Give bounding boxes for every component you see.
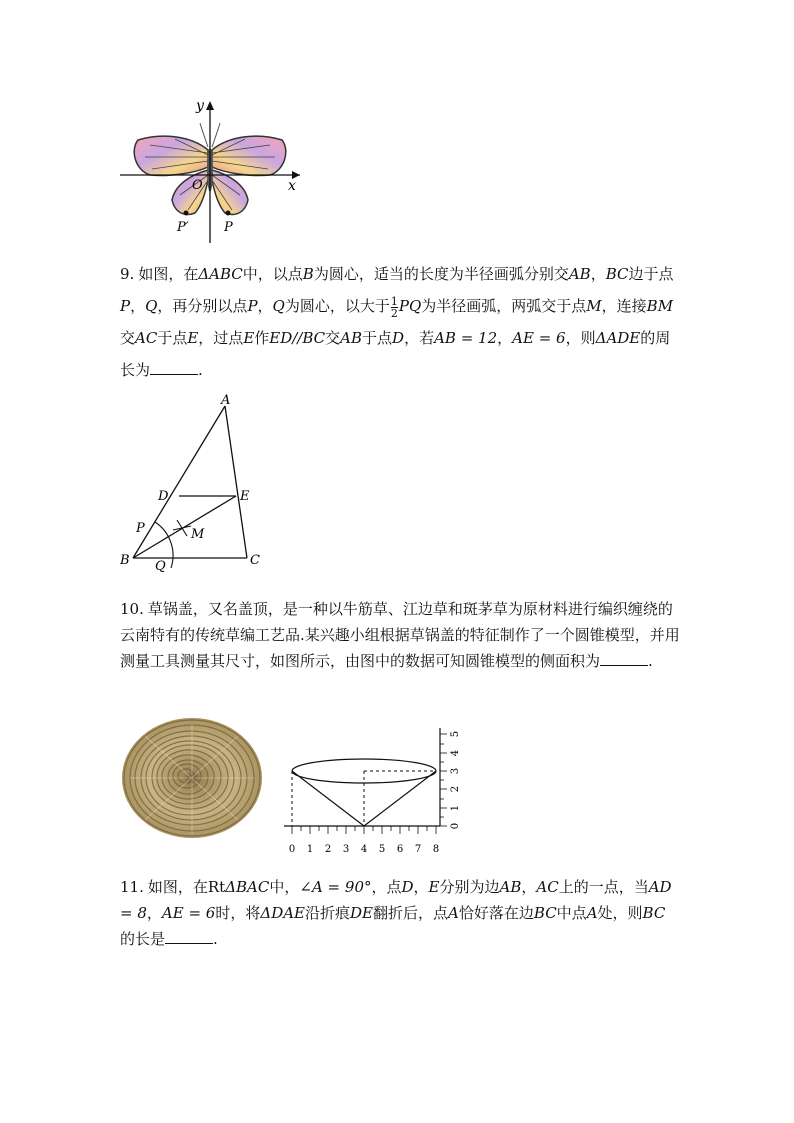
question-number: 11.	[120, 878, 144, 896]
question-9: 9. 如图，在ΔABC中，以点B为圆心，适当的长度为半径画弧分别交AB，BC边于点P，Q，再分别以点P，Q为圆心，以大于 $\frac{1}{2}$ PQ为半径画弧，两弧交于点M，连接BM交AC于点E，过点E作ED//BC交AB于点D，若AB = 12，AE = 6，则ΔADE的周长为 .	[120, 265, 674, 379]
x-tick-label: 6	[396, 844, 404, 855]
point-p-prime-label: P′	[177, 220, 189, 235]
question-number: 9.	[120, 265, 135, 283]
vertex-c-label: C	[250, 553, 260, 568]
question-number: 10.	[120, 600, 144, 618]
x-tick-label: 2	[324, 844, 332, 855]
fraction-half: $\frac{1}{2}$	[390, 294, 398, 320]
x-tick-label: 7	[414, 844, 422, 855]
vertex-a-label: A	[221, 393, 231, 408]
x-tick-label: 1	[306, 844, 314, 855]
point-e-label: E	[240, 489, 250, 504]
cone-diagram	[280, 726, 470, 858]
question-10: 10. 草锅盖，又名盖顶，是一种以牛筋草、江边草和斑茅草为原材料进行编织缠绕的云南特有的传统草编工艺品.某兴趣小组根据草锅盖的特征制作了一个圆锥模型，并用测量工具测量其尺寸，如图所示，由图中的数据可知圆锥模型的侧面积为 .	[120, 600, 680, 670]
triangle-figure	[115, 392, 275, 574]
y-tick-label: 0	[450, 822, 461, 830]
point-q-label: Q	[155, 559, 166, 574]
y-tick-label: 3	[450, 767, 461, 775]
answer-blank[interactable]	[600, 651, 648, 666]
x-tick-label: 4	[360, 844, 368, 855]
woven-lid-photo	[120, 716, 265, 841]
point-p-label: P	[136, 521, 145, 536]
question-11: 11. 如图，在RtΔBAC中，∠A = 90°，点D，E分别为边AB，AC上的一点，当AD = 8，AE = 6时，将ΔDAE沿折痕DE翻折后，点A恰好落在边BC中点A处，则BC的长是 .	[120, 878, 672, 948]
y-axis-label: y	[196, 98, 204, 114]
x-tick-label: 8	[432, 844, 440, 855]
origin-label: O	[192, 178, 203, 193]
y-tick-label: 5	[450, 730, 461, 738]
x-tick-label: 5	[378, 844, 386, 855]
x-tick-label: 3	[342, 844, 350, 855]
answer-blank[interactable]	[150, 360, 198, 375]
x-axis-label: x	[288, 178, 296, 194]
y-tick-label: 4	[450, 749, 461, 757]
x-tick-label: 0	[288, 844, 296, 855]
left-forewing	[134, 136, 208, 175]
vertex-b-label: B	[120, 553, 130, 568]
right-hindwing	[212, 170, 248, 214]
y-tick-label: 1	[450, 804, 461, 812]
answer-blank[interactable]	[165, 929, 213, 944]
point-d-label: D	[158, 489, 169, 504]
right-forewing	[212, 136, 286, 175]
y-tick-label: 2	[450, 785, 461, 793]
butterfly-figure	[120, 95, 310, 245]
point-p-label: P	[224, 220, 233, 235]
point-m-label: M	[191, 527, 205, 542]
